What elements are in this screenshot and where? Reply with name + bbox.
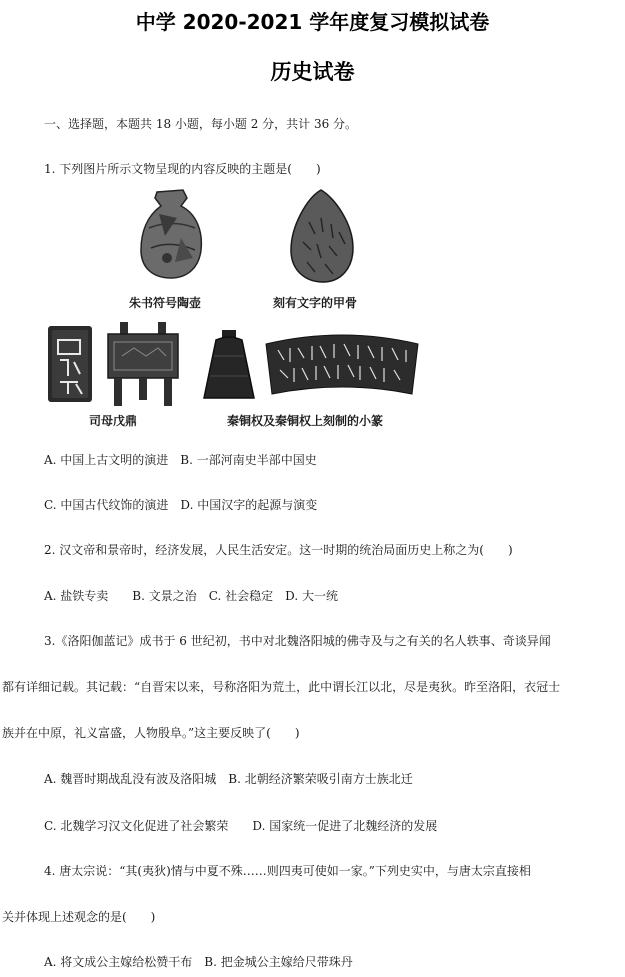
q2-options: A. 盐铁专卖 B. 文景之治 C. 社会稳定 D. 大一统 [44,589,338,603]
q4-stem-line2: 关并体现上述观念的是( ) [2,910,156,924]
bronze-weight-image [200,328,258,402]
q2-stem: 2. 汉文帝和景帝时，经济发展，人民生活安定。这一时期的统治局面历史上称之为( ) [44,543,513,557]
q4-stem-line1: 4. 唐太宗说：“其(夷狄)情与中夏不殊……则四夷可使如一家。”下列史实中，与唐太宗直接相 [44,864,531,878]
q4-options-ab: A. 将文成公主嫁给松赞干布 B. 把金城公主嫁给尺带珠丹 [44,955,353,969]
caption-bronze-ding: 司母戊鼎 [89,414,138,428]
q1-options-cd: C. 中国古代纹饰的演进 D. 中国汉字的起源与演变 [44,498,318,512]
caption-pottery-pot: 朱书符号陶壶 [129,296,202,310]
bronze-ding-image [100,320,186,408]
pottery-pot-image [137,188,205,280]
q3-stem-line1: 3.《洛阳伽蓝记》成书于 6 世纪初，书中对北魏洛阳城的佛寺及与之有关的名人轶事、奇谈异闻 [44,634,551,648]
seal-script-inscription-image [262,330,422,410]
main-title: 中学 2020-2021 学年度复习模拟试卷 [135,10,490,34]
q3-stem-line2: 都有详细记载。其记载：“自晋宋以来，号称洛阳为荒土，此中谓长江以北，尽是夷狄。昨至洛阳，衣冠士 [2,680,561,694]
inscription-rubbing-image [46,324,94,404]
sub-title: 历史试卷 [270,60,355,84]
caption-bronze-weight: 秦铜权及秦铜权上刻制的小篆 [227,414,384,428]
section-heading: 一、选择题，本题共 18 小题，每小题 2 分，共计 36 分。 [44,117,358,131]
q1-stem: 1. 下列图片所示文物呈现的内容反映的主题是( ) [44,162,321,176]
caption-oracle-bone: 刻有文字的甲骨 [273,296,358,310]
q3-options-cd: C. 北魏学习汉文化促进了社会繁荣 D. 国家统一促进了北魏经济的发展 [44,819,438,833]
oracle-bone-image [287,188,357,284]
q3-stem-line3: 族并在中原，礼义富盛，人物殷阜。”这主要反映了( ) [2,726,300,740]
q3-options-ab: A. 魏晋时期战乱没有波及洛阳城 B. 北朝经济繁荣吸引南方士族北迁 [44,772,413,786]
q1-options-ab: A. 中国上古文明的演进 B. 一部河南史半部中国史 [44,453,317,467]
